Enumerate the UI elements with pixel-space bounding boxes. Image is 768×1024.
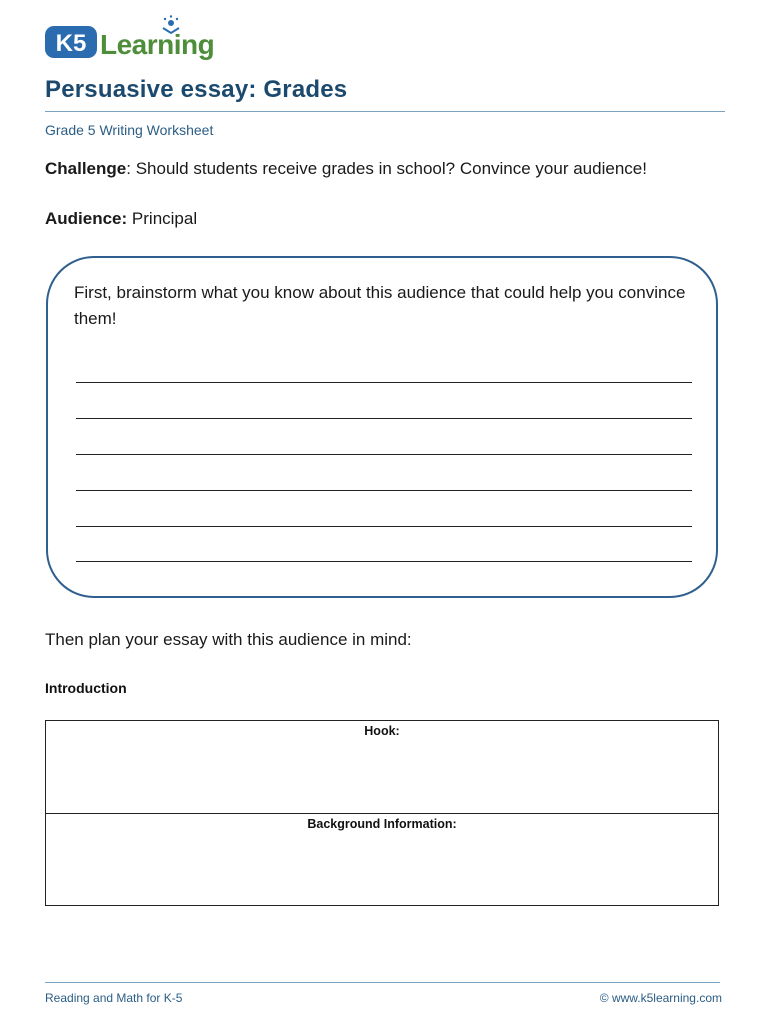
hook-row[interactable] bbox=[46, 721, 718, 813]
worksheet-subtitle: Grade 5 Writing Worksheet bbox=[45, 122, 214, 138]
brainstorm-writing-line[interactable] bbox=[76, 382, 692, 383]
logo-k5-text: K5 bbox=[55, 30, 87, 57]
background-information-label: Background Information: bbox=[307, 817, 457, 831]
audience-label: Audience: bbox=[45, 209, 128, 228]
brainstorm-box bbox=[46, 256, 718, 598]
page-title: Persuasive essay: Grades bbox=[45, 76, 348, 103]
title-divider bbox=[45, 111, 725, 112]
brainstorm-writing-line[interactable] bbox=[76, 490, 692, 491]
logo-learning-text: Learning bbox=[100, 29, 215, 60]
brainstorm-writing-line[interactable] bbox=[76, 526, 692, 527]
hook-label: Hook: bbox=[364, 724, 400, 738]
brainstorm-writing-line[interactable] bbox=[76, 418, 692, 419]
footer-website: © www.k5learning.com bbox=[599, 991, 722, 1005]
challenge-text: : Should students receive grades in school? Convince your audience! bbox=[126, 159, 647, 178]
k5-learning-logo bbox=[44, 14, 216, 62]
introduction-heading: Introduction bbox=[45, 680, 127, 696]
audience-text: Principal bbox=[127, 209, 198, 228]
footer-tagline: Reading and Math for K-5 bbox=[45, 991, 183, 1005]
brainstorm-prompt: First, brainstorm what you know about this audience that could help you convince them! bbox=[74, 283, 686, 328]
footer-divider bbox=[45, 982, 720, 983]
challenge-label: Challenge bbox=[45, 159, 127, 178]
background-information-row[interactable] bbox=[46, 813, 718, 905]
brainstorm-writing-line[interactable] bbox=[76, 561, 692, 562]
challenge-line bbox=[45, 159, 647, 179]
audience-line bbox=[45, 209, 197, 229]
plan-instruction: Then plan your essay with this audience in mind: bbox=[45, 630, 412, 649]
introduction-table bbox=[45, 720, 719, 906]
brainstorm-writing-line[interactable] bbox=[76, 454, 692, 455]
